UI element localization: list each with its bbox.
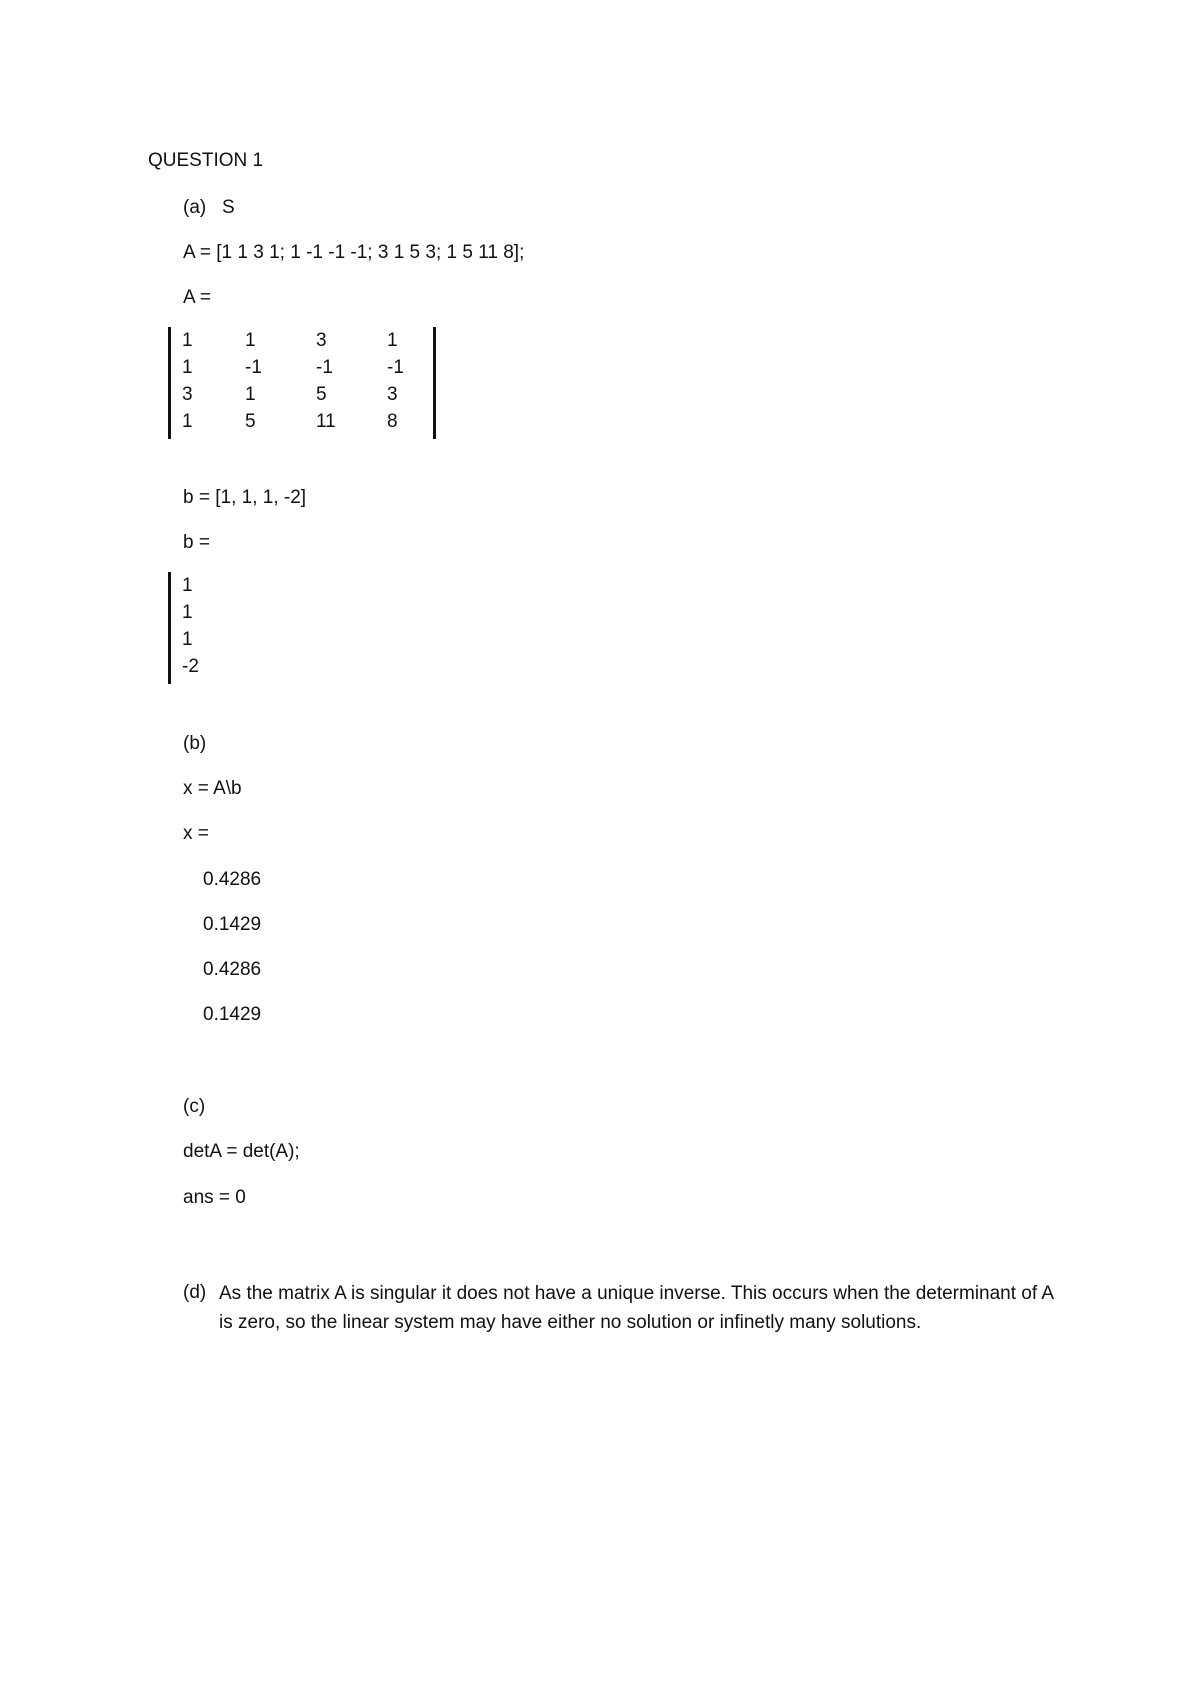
matrix-cell: 5 <box>316 384 327 405</box>
matrix-cell: 11 <box>316 411 336 432</box>
b-equals-label: b = <box>183 532 210 553</box>
part-a-label: (a) <box>183 197 207 218</box>
question-heading: QUESTION 1 <box>148 150 264 171</box>
matrix-cell: 1 <box>182 357 193 378</box>
assign-b-command: b = [1, 1, 1, -2] <box>183 487 307 508</box>
part-b-label: (b) <box>183 733 207 754</box>
matrix-left-bracket <box>168 327 171 439</box>
vector-cell: -2 <box>182 656 199 677</box>
vector-left-bracket <box>168 572 171 684</box>
matrix-cell: -1 <box>245 357 262 378</box>
matrix-cell: 5 <box>245 411 256 432</box>
x-value: 0.4286 <box>203 959 262 980</box>
matrix-cell: 3 <box>387 384 398 405</box>
part-c-label: (c) <box>183 1096 206 1117</box>
matrix-cell: -1 <box>316 357 333 378</box>
matrix-cell: 3 <box>182 384 193 405</box>
matrix-cell: 1 <box>182 330 193 351</box>
part-d-explanation: As the matrix A is singular it does not have a unique inverse. This occurs when the determinant of A is zero, so the linear system may have either no solution or infinetly many solutions. <box>219 1283 1054 1333</box>
part-a-text: S <box>222 197 235 218</box>
matrix-cell: 3 <box>316 330 327 351</box>
assign-a-command: A = [1 1 3 1; 1 -1 -1 -1; 3 1 5 3; 1 5 11 8]; <box>183 242 525 263</box>
x-value: 0.1429 <box>203 914 262 935</box>
x-value: 0.4286 <box>203 869 262 890</box>
matrix-cell: 1 <box>387 330 398 351</box>
part-d-label: (d) <box>183 1282 207 1303</box>
x-equals-label: x = <box>183 823 209 844</box>
vector-cell: 1 <box>182 575 193 596</box>
solve-command: x = A\b <box>183 778 242 799</box>
matrix-cell: 1 <box>182 411 193 432</box>
matrix-a <box>168 327 436 439</box>
det-answer: ans = 0 <box>183 1187 246 1208</box>
matrix-cell: 1 <box>245 330 256 351</box>
vector-cell: 1 <box>182 629 193 650</box>
matrix-cell: 8 <box>387 411 398 432</box>
x-value: 0.1429 <box>203 1004 262 1025</box>
matrix-cell: 1 <box>245 384 256 405</box>
vector-cell: 1 <box>182 602 193 623</box>
vector-b <box>168 572 228 684</box>
a-equals-label: A = <box>183 287 211 308</box>
matrix-cell: -1 <box>387 357 404 378</box>
det-command: detA = det(A); <box>183 1141 300 1162</box>
